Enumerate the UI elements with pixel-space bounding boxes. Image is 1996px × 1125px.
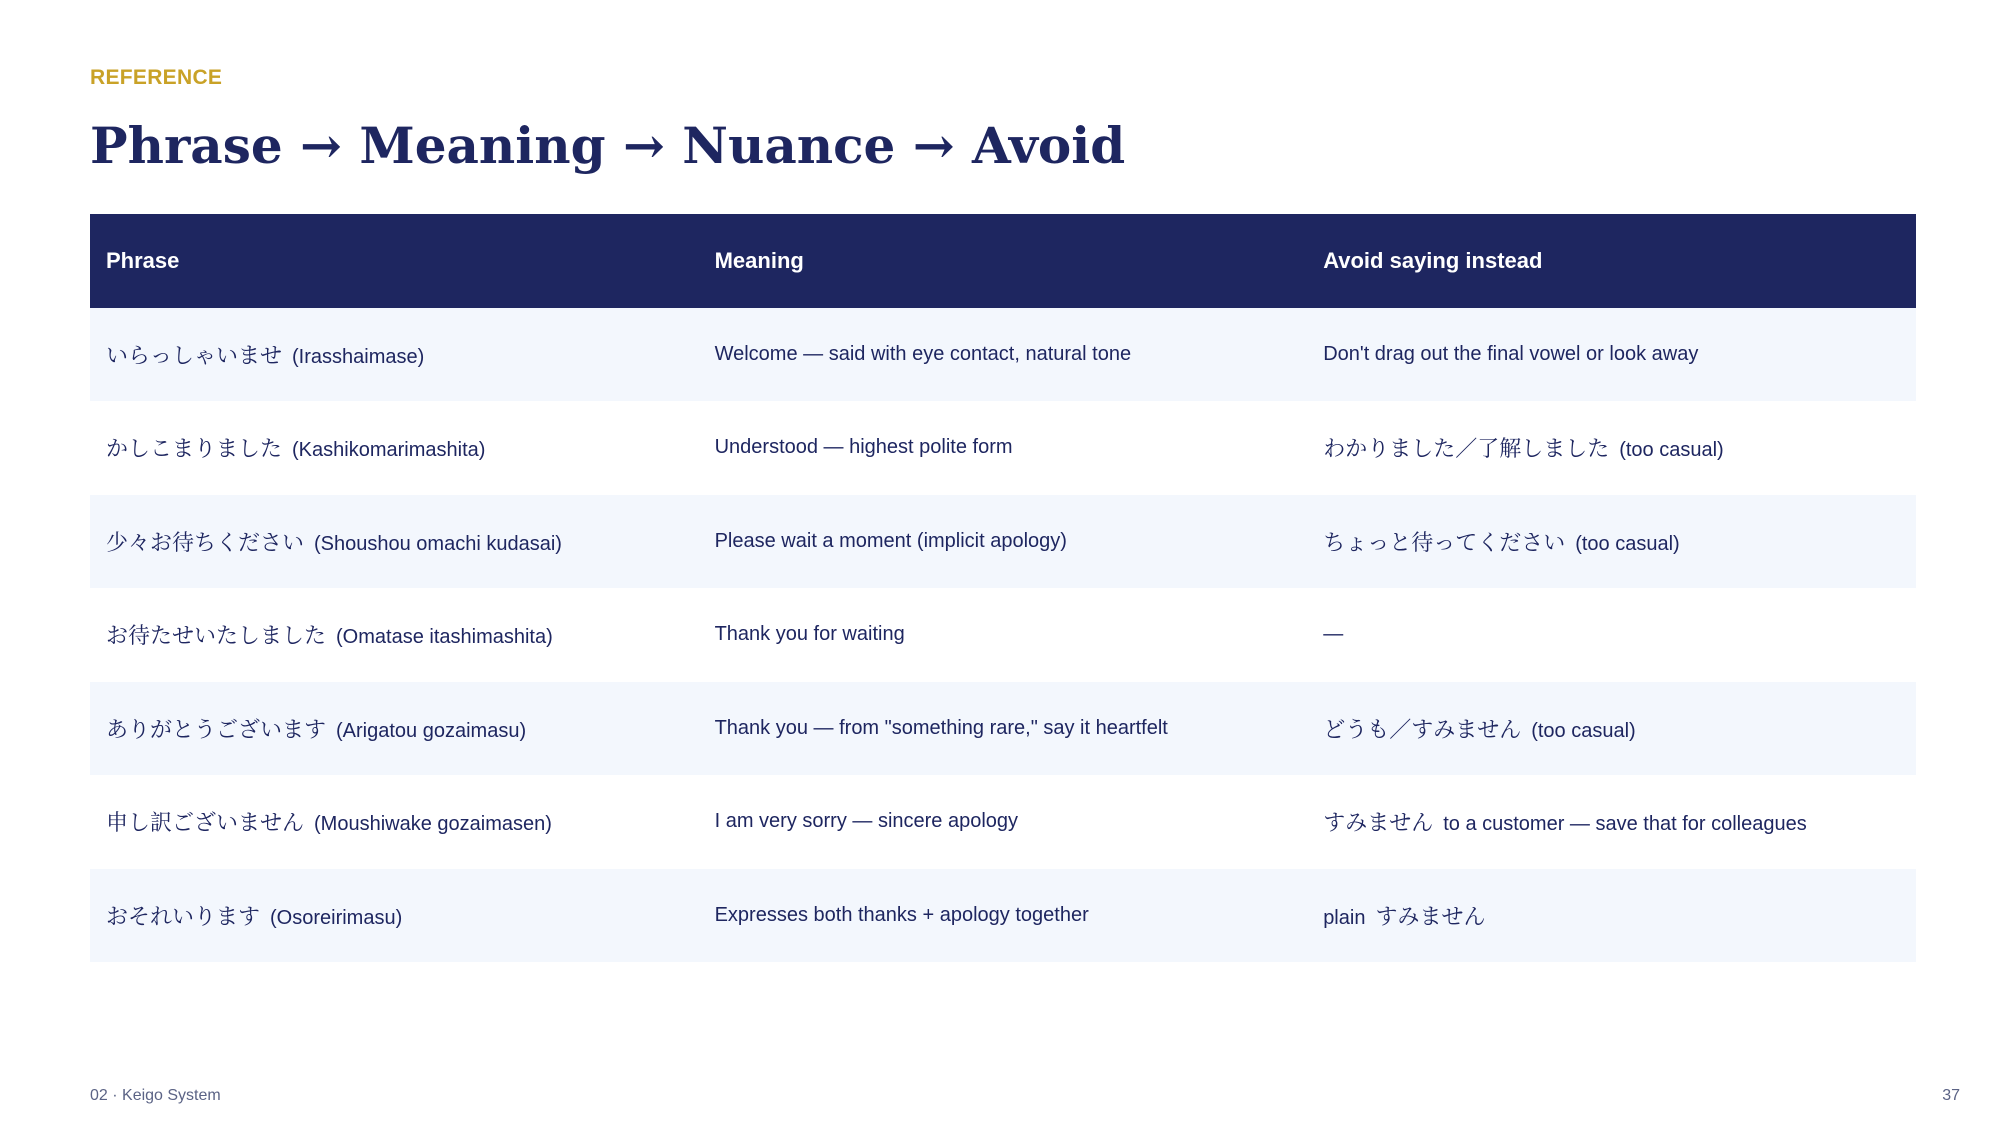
avoid-cell	[1307, 806, 1916, 837]
table-row	[90, 869, 1916, 963]
avoid-prefix: plain	[1323, 906, 1366, 929]
meaning-cell: Please wait a moment (implicit apology)	[714, 529, 1067, 552]
meaning-cell: Expresses both thanks + apology together	[714, 903, 1089, 926]
phrase-cell	[90, 526, 699, 557]
phrase-romaji: (Irasshaimase)	[292, 345, 425, 368]
avoid-text: —	[1323, 623, 1344, 646]
phrase-cell	[90, 619, 699, 650]
avoid-text: (too casual)	[1575, 532, 1680, 555]
avoid-cell	[1307, 526, 1916, 557]
avoid-text: Don't drag out the final vowel or look away	[1323, 342, 1699, 365]
avoid-japanese: どうも／すみません	[1323, 717, 1522, 743]
avoid-text: (too casual)	[1619, 439, 1724, 462]
footer-section: 02 · Keigo System	[90, 1087, 221, 1104]
avoid-cell	[1307, 623, 1916, 646]
phrase-japanese: おそれいります	[106, 904, 261, 930]
phrase-romaji: (Kashikomarimashita)	[292, 439, 486, 462]
meaning-cell: I am very sorry — sincere apology	[714, 810, 1019, 833]
header-meaning: Meaning	[714, 247, 804, 273]
phrase-cell	[90, 339, 699, 370]
phrase-cell	[90, 432, 699, 463]
phrase-japanese: お待たせいたしました	[106, 624, 327, 650]
phrase-japanese: いらっしゃいませ	[106, 343, 283, 369]
table-row	[90, 401, 1916, 495]
phrase-romaji: (Arigatou gozaimasu)	[336, 719, 527, 742]
meaning-cell: Welcome — said with eye contact, natural tone	[714, 342, 1132, 365]
avoid-cell	[1307, 713, 1916, 744]
page-number: 37	[1942, 1087, 1960, 1104]
phrase-romaji: (Osoreirimasu)	[270, 906, 403, 929]
table-row	[90, 495, 1916, 589]
table-row	[90, 588, 1916, 682]
phrase-japanese: かしこまりました	[106, 437, 283, 463]
avoid-cell	[1307, 343, 1916, 366]
header-avoid: Avoid saying instead	[1323, 247, 1543, 273]
avoid-cell	[1307, 432, 1916, 463]
avoid-cell	[1307, 900, 1916, 931]
phrase-cell	[90, 713, 699, 744]
avoid-text: (too casual)	[1531, 719, 1636, 742]
phrase-romaji: (Moushiwake gozaimasen)	[314, 813, 552, 836]
meaning-cell: Thank you for waiting	[714, 623, 905, 646]
meaning-cell: Understood — highest polite form	[714, 436, 1013, 459]
phrase-cell	[90, 900, 699, 931]
avoid-japanese: すみません	[1375, 904, 1486, 930]
avoid-japanese: ちょっと待ってください	[1323, 530, 1566, 556]
avoid-japanese: わかりました／了解しました	[1323, 437, 1610, 463]
phrase-table	[90, 214, 1916, 962]
meaning-cell: Thank you — from "something rare," say it heartfelt	[714, 716, 1168, 739]
table-header-row	[90, 214, 1916, 308]
header-phrase: Phrase	[106, 247, 180, 273]
avoid-japanese: すみません	[1323, 811, 1434, 837]
eyebrow-label: REFERENCE	[90, 66, 223, 89]
phrase-japanese: 少々お待ちください	[106, 530, 305, 556]
page-title: Phrase → Meaning → Nuance → Avoid	[90, 116, 1126, 175]
phrase-romaji: (Shoushou omachi kudasai)	[314, 532, 562, 555]
phrase-cell	[90, 806, 699, 837]
phrase-japanese: ありがとうございます	[106, 717, 327, 743]
table-row	[90, 308, 1916, 402]
table-row	[90, 682, 1916, 776]
phrase-japanese: 申し訳ございません	[106, 811, 305, 837]
table-row	[90, 775, 1916, 869]
phrase-romaji: (Omatase itashimashita)	[336, 626, 553, 649]
avoid-text: to a customer — save that for colleagues	[1443, 813, 1807, 836]
